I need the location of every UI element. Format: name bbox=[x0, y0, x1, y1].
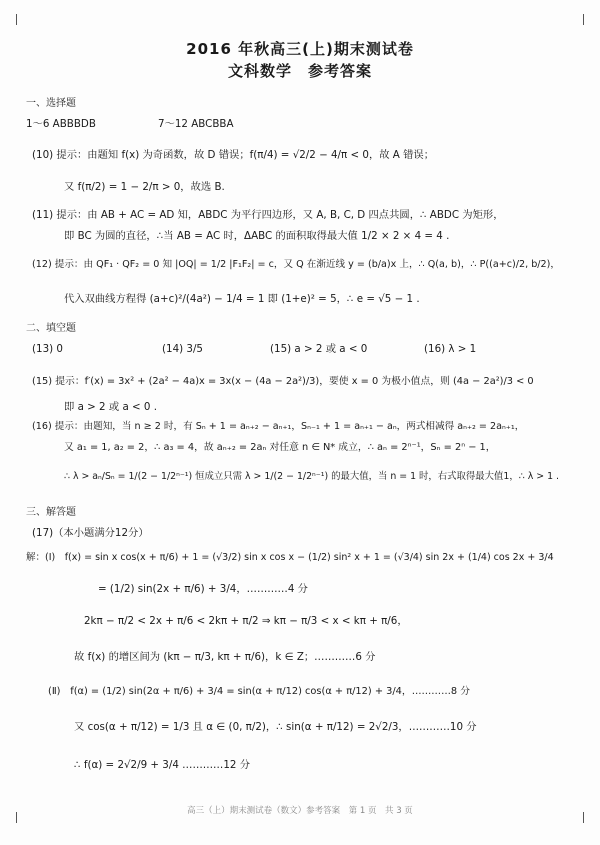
section-heading-fill: 二、填空题 bbox=[26, 323, 76, 334]
fill-answer-16: (16) λ > 1 bbox=[424, 343, 477, 355]
q17-step-7: ∴ f(α) = 2√2/9 + 3/4 …………12 分 bbox=[74, 759, 251, 771]
q17-step-1: 解：(Ⅰ) f(x) = sin x cos(x + π/6) + 1 = (√3/2) sin x cos x − (1/2) sin² x + 1 = (√3/4) sin 2x + (1/4) cos 2x + 3/4 bbox=[26, 552, 554, 563]
choice-answers-7-12: 7～12 ABCBBA bbox=[158, 118, 234, 130]
page-footer: 高三（上）期末测试卷（数文）参考答案 第 1 页 共 3 页 bbox=[187, 806, 413, 816]
hint-q15-line1: (15) 提示：f′(x) = 3x² + (2a² − 4a)x = 3x(x − (4a − 2a²)/3)，要使 x = 0 为极小值点，则 (4a − 2a²)/3 < 0 bbox=[32, 376, 534, 387]
document-subtitle: 文科数学 参考答案 bbox=[227, 62, 372, 80]
q17-step-5: (Ⅱ) f(α) = (1/2) sin(2α + π/6) + 3/4 = sin(α + π/12) cos(α + π/12) + 3/4，…………8 分 bbox=[48, 686, 471, 697]
hint-q11-line2: 即 BC 为圆的直径，∴当 AB = AC 时，ΔABC 的面积取得最大值 1/2 × 2 × 4 = 4 . bbox=[64, 230, 450, 242]
fill-answer-13: (13) 0 bbox=[32, 343, 63, 355]
q17-step-3: 2kπ − π/2 < 2x + π/6 < 2kπ + π/2 ⇒ kπ − π/3 < x < kπ + π/6， bbox=[84, 615, 408, 627]
hint-q11-line1: (11) 提示：由 AB + AC = AD 知，ABDC 为平行四边形，又 A, B, C, D 四点共圆，∴ ABDC 为矩形， bbox=[32, 209, 504, 221]
hint-q16-line2: 又 a₁ = 1, a₂ = 2，∴ a₃ = 4，故 aₙ₊₂ = 2aₙ 对任意 n ∈ N* 成立，∴ aₙ = 2ⁿ⁻¹，Sₙ = 2ⁿ − 1， bbox=[64, 442, 496, 453]
hint-q16-line1: (16) 提示：由题知，当 n ≥ 2 时，有 Sₙ + 1 = aₙ₊₂ − aₙ₊₁，Sₙ₋₁ + 1 = aₙ₊₁ − aₙ，两式相减得 aₙ₊₂ = 2aₙ₊₁， bbox=[32, 421, 525, 432]
q17-step-6: 又 cos(α + π/12) = 1/3 且 α ∈ (0, π/2)，∴ sin(α + π/12) = 2√2/3，…………10 分 bbox=[74, 721, 477, 733]
section-heading-choice: 一、选择题 bbox=[26, 98, 76, 109]
hint-q10-line2: 又 f(π/2) = 1 − 2/π > 0，故选 B. bbox=[64, 181, 225, 193]
crop-mark-top-right bbox=[583, 14, 584, 25]
fill-answer-14: (14) 3/5 bbox=[162, 343, 203, 355]
choice-answers-1-6: 1～6 ABBBDB bbox=[26, 118, 96, 130]
q17-step-4: 故 f(x) 的增区间为 (kπ − π/3, kπ + π/6)，k ∈ Z；…………6 分 bbox=[74, 651, 376, 663]
section-heading-solutions: 三、解答题 bbox=[26, 507, 76, 518]
hint-q10-line1: (10) 提示：由题知 f(x) 为奇函数，故 D 错误；f(π/4) = √2/2 − 4/π < 0，故 A 错误； bbox=[32, 149, 435, 161]
hint-q12-line2: 代入双曲线方程得 (a+c)²/(4a²) − 1/4 = 1 即 (1+e)² = 5，∴ e = √5 − 1 . bbox=[64, 293, 420, 305]
q17-step-2: = (1/2) sin(2x + π/6) + 3/4，…………4 分 bbox=[98, 583, 308, 595]
fill-answer-15: (15) a > 2 或 a < 0 bbox=[270, 343, 368, 355]
hint-q16-line3: ∴ λ > aₙ/Sₙ = 1/(2 − 1/2ⁿ⁻¹) 恒成立只需 λ > 1/(2 − 1/2ⁿ⁻¹) 的最大值，当 n = 1 时，右式取得最大值1，∴ λ > 1 . bbox=[64, 471, 560, 482]
q17-title: (17)（本小题满分12分） bbox=[32, 527, 149, 539]
hint-q12-line1: (12) 提示：由 QF₁ · QF₂ = 0 知 |OQ| = 1/2 |F₁F₂| = c，又 Q 在渐近线 y = (b/a)x 上，∴ Q(a, b)，∴ P((a+c)/2, b/2)， bbox=[32, 259, 560, 270]
crop-mark-top-left bbox=[16, 14, 17, 25]
hint-q15-line2: 即 a > 2 或 a < 0 . bbox=[64, 401, 158, 413]
document-title: 2016 年秋高三(上)期末测试卷 bbox=[186, 40, 414, 58]
